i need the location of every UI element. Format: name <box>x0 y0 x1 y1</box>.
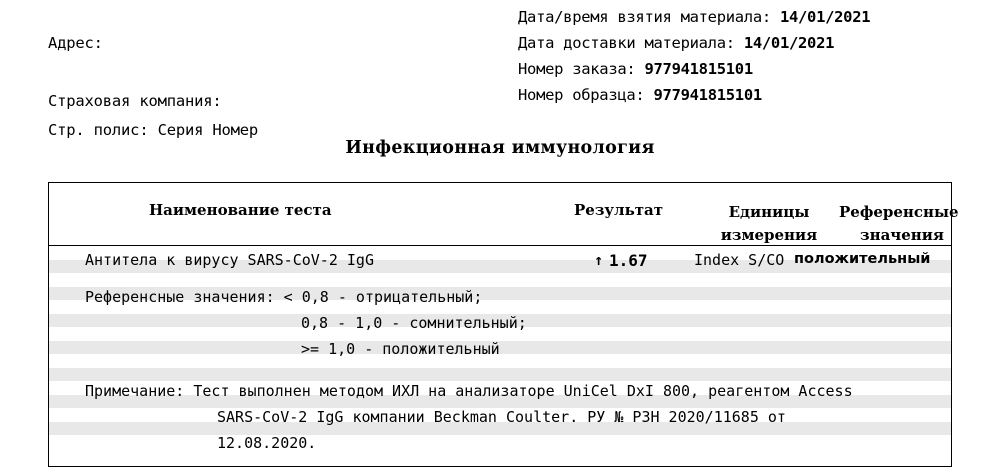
table-header-row <box>49 183 959 246</box>
delivery-date-row <box>518 30 988 56</box>
column-header-reference <box>839 201 959 247</box>
order-info-block <box>518 4 988 108</box>
test-name: Антитела к вирусу SARS-CoV-2 IgG <box>85 251 374 269</box>
order-number-value: 977941815101 <box>644 60 753 78</box>
high-arrow-icon: ↑ <box>594 251 604 269</box>
note-line-3: 12.08.2020. <box>217 434 317 452</box>
column-header-units-line2: измерения <box>720 226 818 244</box>
sample-number-row <box>518 82 988 108</box>
test-units: Index S/CO <box>694 251 785 269</box>
collection-datetime-row <box>518 4 988 30</box>
order-number-row <box>518 56 988 82</box>
reference-line-2: 0,8 - 1,0 - сомнительный; <box>301 314 527 332</box>
table-row <box>49 246 951 274</box>
note-line-1: Примечание: Тест выполнен методом ИХЛ на анализаторе UniCel DxI 800, реагентом Access <box>85 382 853 400</box>
reference-line-3: >= 1,0 - положительный <box>301 340 500 358</box>
collection-datetime-label: Дата/время взятия материала: <box>518 8 771 26</box>
column-header-result: Результат <box>574 201 664 219</box>
collection-datetime-value: 14/01/2021 <box>779 8 871 26</box>
column-header-units-line1: Единицы <box>728 203 810 221</box>
test-result-value: 1.67 <box>609 251 648 270</box>
sample-number-label: Номер образца: <box>518 86 645 104</box>
patient-info-block <box>48 0 508 145</box>
column-header-reference-line2: значения <box>860 226 944 244</box>
note-block <box>49 370 951 466</box>
results-table <box>48 182 959 467</box>
address-label: Адрес: <box>48 34 103 52</box>
note-line-2: SARS-CoV-2 IgG компании Beckman Coulter. РУ № РЗН 2020/11685 от <box>217 408 786 426</box>
column-header-units <box>709 201 829 247</box>
column-header-test-name: Наименование теста <box>149 201 332 219</box>
reference-values-block <box>49 274 951 370</box>
column-header-reference-line1: Референсные <box>839 203 959 221</box>
delivery-date-label: Дата доставки материала: <box>518 34 735 52</box>
delivery-date-value: 14/01/2021 <box>743 34 835 52</box>
order-number-label: Номер заказа: <box>518 60 636 78</box>
sample-number-value: 977941815101 <box>653 86 762 104</box>
test-interpretation: положительный <box>794 251 931 267</box>
reference-line-1: Референсные значения: < 0,8 - отрицательный; <box>85 288 483 306</box>
report-header <box>0 0 1000 139</box>
insurance-company-label: Страховая компания: <box>48 92 222 110</box>
section-title: Инфекционная иммунология <box>345 138 655 158</box>
insurance-policy-label: Стр. полис: Серия Номер <box>48 121 259 139</box>
table-body <box>49 246 951 466</box>
